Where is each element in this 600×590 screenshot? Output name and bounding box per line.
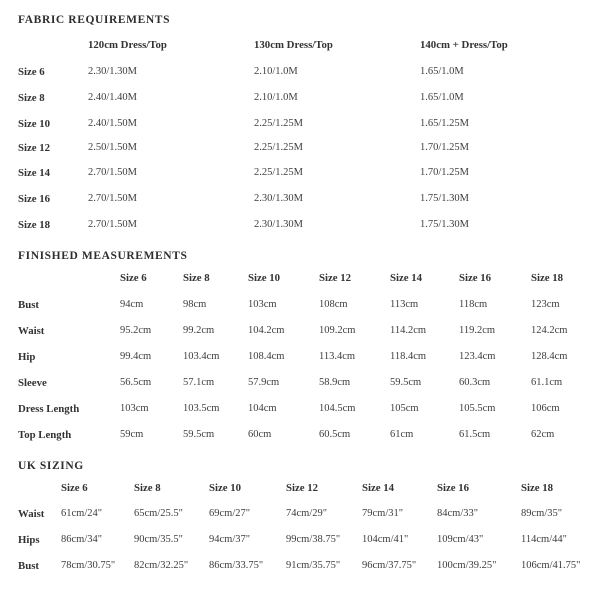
fabric-cell: 2.10/1.0M [254, 66, 298, 77]
finished-cell: 104.5cm [319, 403, 356, 414]
fabric-cell: 2.25/1.25M [254, 118, 304, 129]
fabric-row-label: Size 12 [18, 142, 51, 154]
finished-cell: 105.5cm [459, 403, 496, 414]
uk-cell: 109cm/43" [437, 534, 484, 545]
uk-cell: 106cm/41.75" [521, 560, 581, 571]
uk-cell: 104cm/41" [362, 534, 409, 545]
uk-row-label: Bust [18, 560, 40, 572]
uk-cell: 61cm/24" [61, 508, 103, 519]
fabric-row-label: Size 14 [18, 167, 51, 179]
finished-cell: 103.5cm [183, 403, 220, 414]
finished-cell: 104.2cm [248, 325, 285, 336]
fabric-cell: 2.30/1.30M [88, 66, 138, 77]
fabric-cell: 2.25/1.25M [254, 167, 304, 178]
uk-cell: 91cm/35.75" [286, 560, 341, 571]
finished-cell: 61.1cm [531, 377, 563, 388]
uk-cell: 84cm/33" [437, 508, 479, 519]
fabric-cell: 2.30/1.30M [254, 193, 304, 204]
fabric-cell: 2.70/1.50M [88, 167, 138, 178]
finished-cell: 59cm [120, 429, 144, 440]
finished-row-label: Dress Length [18, 403, 80, 415]
finished-cell: 113cm [390, 299, 419, 310]
finished-col-header: Size 18 [531, 272, 564, 284]
uk-col-header: Size 12 [286, 482, 319, 494]
finished-cell: 103cm [248, 299, 277, 310]
fabric-cell: 2.25/1.25M [254, 142, 304, 153]
fabric-cell: 2.70/1.50M [88, 193, 138, 204]
fabric-cell: 2.70/1.50M [88, 219, 138, 230]
finished-cell: 113.4cm [319, 351, 356, 362]
uk-cell: 94cm/37" [209, 534, 251, 545]
finished-cell: 119.2cm [459, 325, 496, 336]
fabric-cell: 1.65/1.0M [420, 92, 464, 103]
fabric-cell: 1.75/1.30M [420, 193, 470, 204]
fabric-col-header: 140cm + Dress/Top [420, 39, 508, 51]
finished-cell: 103.4cm [183, 351, 220, 362]
fabric-cell: 1.65/1.0M [420, 66, 464, 77]
fabric-cell: 2.40/1.50M [88, 118, 138, 129]
fabric-cell: 1.65/1.25M [420, 118, 470, 129]
fabric-cell: 2.30/1.30M [254, 219, 304, 230]
finished-cell: 103cm [120, 403, 149, 414]
finished-cell: 99.2cm [183, 325, 215, 336]
uk-col-header: Size 10 [209, 482, 242, 494]
finished-cell: 95.2cm [120, 325, 152, 336]
finished-cell: 61.5cm [459, 429, 491, 440]
uk-cell: 78cm/30.75" [61, 560, 116, 571]
finished-cell: 106cm [531, 403, 560, 414]
finished-cell: 57.9cm [248, 377, 280, 388]
fabric-col-header: 130cm Dress/Top [254, 39, 333, 51]
fabric-row-label: Size 10 [18, 118, 51, 130]
uk-cell: 79cm/31" [362, 508, 404, 519]
uk-row-label: Hips [18, 534, 40, 546]
finished-cell: 60.3cm [459, 377, 491, 388]
finished-cell: 56.5cm [120, 377, 152, 388]
finished-cell: 58.9cm [319, 377, 351, 388]
fabric-row-label: Size 16 [18, 193, 51, 205]
fabric-col-header: 120cm Dress/Top [88, 39, 167, 51]
fabric-cell: 1.70/1.25M [420, 142, 470, 153]
finished-col-header: Size 14 [390, 272, 423, 284]
finished-cell: 61cm [390, 429, 414, 440]
uk-col-header: Size 8 [134, 482, 161, 494]
fabric-cell: 2.50/1.50M [88, 142, 138, 153]
uk-cell: 96cm/37.75" [362, 560, 417, 571]
finished-cell: 123.4cm [459, 351, 496, 362]
fabric-row-label: Size 18 [18, 219, 51, 231]
finished-cell: 62cm [531, 429, 555, 440]
uk-col-header: Size 16 [437, 482, 470, 494]
fabric-requirements-title: FABRIC REQUIREMENTS [18, 14, 171, 26]
finished-col-header: Size 6 [120, 272, 147, 284]
uk-cell: 65cm/25.5" [134, 508, 183, 519]
finished-row-label: Hip [18, 351, 36, 363]
fabric-row-label: Size 6 [18, 66, 45, 78]
fabric-cell: 1.70/1.25M [420, 167, 470, 178]
finished-cell: 98cm [183, 299, 207, 310]
finished-col-header: Size 8 [183, 272, 210, 284]
uk-cell: 89cm/35" [521, 508, 563, 519]
uk-cell: 69cm/27" [209, 508, 251, 519]
uk-cell: 99cm/38.75" [286, 534, 341, 545]
finished-measurements-title: FINISHED MEASUREMENTS [18, 250, 188, 262]
finished-cell: 105cm [390, 403, 419, 414]
finished-cell: 114.2cm [390, 325, 427, 336]
finished-cell: 104cm [248, 403, 277, 414]
finished-row-label: Sleeve [18, 377, 47, 389]
uk-cell: 86cm/33.75" [209, 560, 264, 571]
finished-cell: 94cm [120, 299, 144, 310]
finished-cell: 118.4cm [390, 351, 427, 362]
fabric-row-label: Size 8 [18, 92, 45, 104]
finished-cell: 57.1cm [183, 377, 215, 388]
finished-cell: 60cm [248, 429, 272, 440]
uk-col-header: Size 18 [521, 482, 554, 494]
finished-row-label: Waist [18, 325, 45, 337]
finished-cell: 108cm [319, 299, 348, 310]
finished-cell: 118cm [459, 299, 488, 310]
uk-sizing-title: UK SIZING [18, 460, 84, 472]
uk-col-header: Size 6 [61, 482, 88, 494]
fabric-cell: 2.40/1.40M [88, 92, 138, 103]
finished-cell: 60.5cm [319, 429, 351, 440]
finished-cell: 99.4cm [120, 351, 152, 362]
finished-col-header: Size 12 [319, 272, 352, 284]
finished-cell: 123cm [531, 299, 560, 310]
finished-cell: 128.4cm [531, 351, 568, 362]
fabric-cell: 1.75/1.30M [420, 219, 470, 230]
finished-col-header: Size 10 [248, 272, 281, 284]
finished-cell: 124.2cm [531, 325, 568, 336]
uk-cell: 90cm/35.5" [134, 534, 183, 545]
finished-cell: 109.2cm [319, 325, 356, 336]
finished-cell: 59.5cm [390, 377, 422, 388]
fabric-cell: 2.10/1.0M [254, 92, 298, 103]
finished-cell: 108.4cm [248, 351, 285, 362]
uk-row-label: Waist [18, 508, 45, 520]
finished-col-header: Size 16 [459, 272, 492, 284]
uk-cell: 86cm/34" [61, 534, 103, 545]
finished-row-label: Bust [18, 299, 40, 311]
uk-cell: 114cm/44" [521, 534, 567, 545]
uk-cell: 74cm/29" [286, 508, 328, 519]
finished-row-label: Top Length [18, 429, 72, 441]
uk-col-header: Size 14 [362, 482, 395, 494]
finished-cell: 59.5cm [183, 429, 215, 440]
uk-cell: 82cm/32.25" [134, 560, 189, 571]
uk-cell: 100cm/39.25" [437, 560, 497, 571]
